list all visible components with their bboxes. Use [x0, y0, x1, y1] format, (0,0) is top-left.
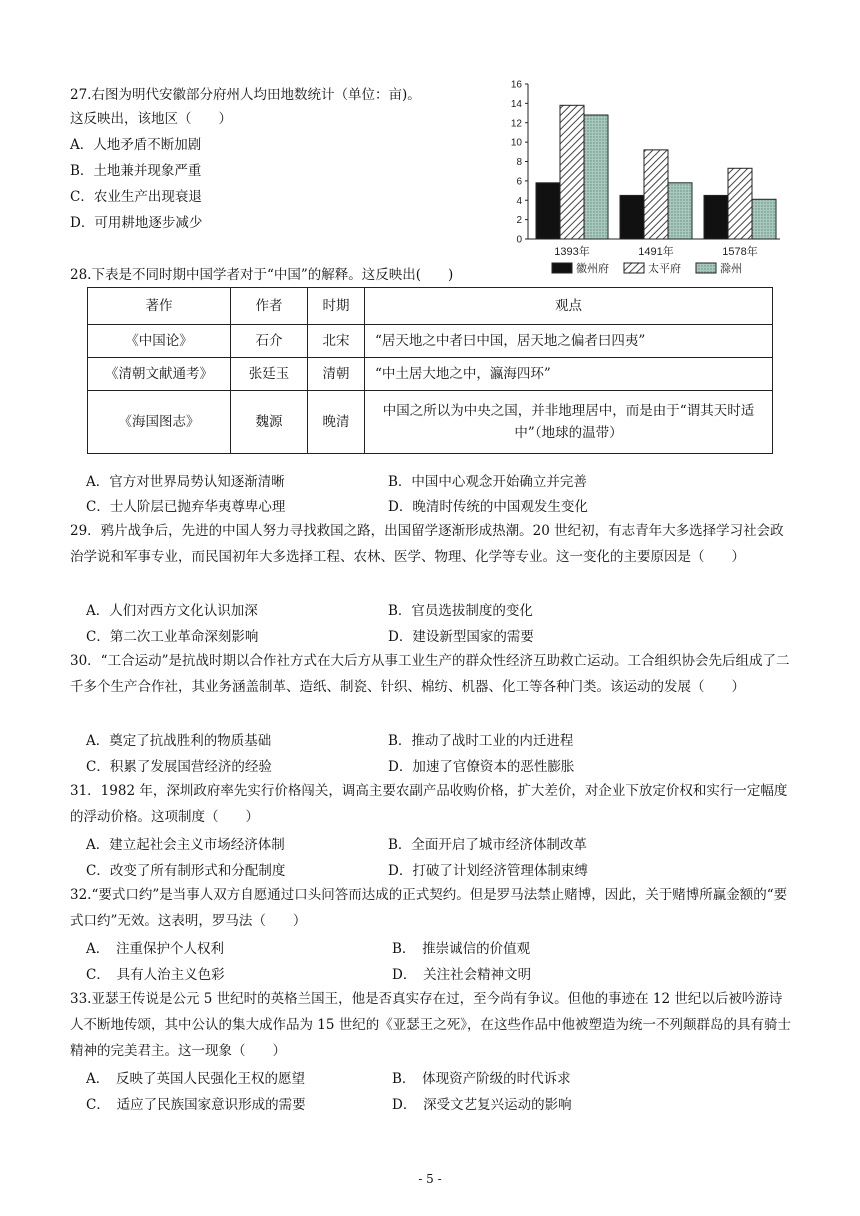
legend-swatch: [552, 263, 572, 273]
q30-option-c[interactable]: C．积累了发展国营经济的经验: [86, 759, 272, 775]
q30-stem: 30．“工合运动”是抗战时期以合作社方式在大后方从事工业生产的群众性经济互助救亡运动。工合组织协会先后组成了二千多个生产合作社，其业务涵盖制革、造纸、制瓷、针织、棉纺、机器、化工等各种门类。该运动的发展（ ）: [70, 653, 790, 695]
q28-option-a[interactable]: A．官方对世界局势认知逐渐清晰: [86, 474, 285, 490]
legend-swatch: [624, 263, 644, 273]
q32-option-a[interactable]: A． 注重保护个人权利: [86, 941, 224, 957]
bar-太平府-1578年: [728, 168, 752, 239]
y-tick-label: 8: [516, 157, 522, 168]
x-tick-label: 1491年: [638, 246, 674, 258]
table-cell-view: “居天地之中者曰中国，居天地之偏者曰四夷”: [365, 325, 773, 358]
bar-滁州-1578年: [752, 199, 776, 239]
q31-stem: 31．1982 年，深圳政府率先实行价格闯关，调高主要农副产品收购价格，扩大差价，对企业下放定价权和实行一定幅度的浮动价格。这项制度（ ）: [70, 783, 788, 825]
table-cell-period: 北宋: [308, 325, 365, 358]
y-tick-label: 4: [516, 195, 522, 207]
legend-label: 太平府: [648, 262, 681, 275]
table-row: [88, 325, 773, 358]
header-period: 时期: [308, 288, 365, 325]
y-tick-label: 12: [510, 118, 522, 130]
x-tick-label: 1578年: [722, 246, 758, 258]
y-tick-label: 14: [510, 98, 522, 110]
table-cell-work: 《中国论》: [88, 325, 231, 358]
q29-stem: 29．鸦片战争后，先进的中国人努力寻找救国之路，出国留学逐渐形成热潮。20 世纪初，有志青年大多选择学习社会政治学说和军事专业，而民国初年大多选择工程、农林、医学、物理、化学等专业。这一变化的主要原因是（ ）: [70, 523, 784, 565]
q27-stem-line1: 27.右图为明代安徽部分府州人均田地数统计（单位：亩)。: [70, 87, 421, 103]
chart-bars: [536, 105, 776, 239]
q31-option-b[interactable]: B．全面开启了城市经济体制改革: [388, 837, 587, 853]
table-cell-author: 张廷玉: [231, 358, 308, 391]
q29-option-b[interactable]: B．官员选拔制度的变化: [388, 603, 533, 619]
legend-label: 徽州府: [576, 262, 609, 275]
y-tick-label: 0: [516, 234, 522, 246]
q28-option-d[interactable]: D．晚清时传统的中国观发生变化: [388, 499, 588, 515]
q32-option-c[interactable]: C． 具有人治主义色彩: [86, 967, 225, 983]
q33-stem: 33.亚瑟王传说是公元 5 世纪时的英格兰国王，他是否真实存在过，至今尚有争议。但他的事迹在 12 世纪以后被吟游诗人不断地传颂，其中公认的集大成作品为 15 世纪的《亚瑟王之死》，在这些作品中他被塑造为统一不列颠群岛的具有骑士精神的完美君主。这一现象（ ）: [70, 991, 792, 1059]
q28-stem: 28.下表是不同时期中国学者对于“中国”的解释。这反映出( ): [70, 267, 454, 283]
chart-legend: [552, 261, 742, 275]
table-cell-period: 清朝: [308, 358, 365, 391]
bar-太平府-1491年: [644, 150, 668, 239]
q29-option-a[interactable]: A．人们对西方文化认识加深: [86, 603, 258, 619]
q28-option-b[interactable]: B．中国中心观念开始确立并完善: [388, 474, 587, 490]
table-row: [88, 391, 773, 454]
bar-徽州府-1578年: [704, 195, 728, 239]
y-tick-label: 2: [516, 215, 522, 227]
y-tick-label: 6: [516, 176, 522, 188]
q29-option-d[interactable]: D．建设新型国家的需要: [388, 629, 534, 645]
q27-option-d[interactable]: D．可用耕地逐步减少: [70, 215, 203, 231]
q27-option-a[interactable]: A．人地矛盾不断加剧: [70, 137, 202, 153]
x-tick-label: 1393年: [554, 246, 590, 258]
q30-option-d[interactable]: D．加速了官僚资本的恶性膨胀: [388, 759, 575, 775]
q30-option-b[interactable]: B．推动了战时工业的内迁进程: [388, 733, 574, 749]
table-cell-period: 晚清: [308, 391, 365, 454]
q31-option-c[interactable]: C．改变了所有制形式和分配制度: [86, 863, 286, 879]
q30-option-a[interactable]: A．奠定了抗战胜利的物质基础: [86, 733, 272, 749]
table-cell-view: “中土居大地之中，瀛海四环”: [365, 358, 773, 391]
page-number: - 5 -: [418, 1172, 442, 1186]
header-author: 作者: [231, 288, 308, 325]
table-cell-author: 石介: [231, 325, 308, 358]
q33-option-c[interactable]: C． 适应了民族国家意识形成的需要: [86, 1097, 306, 1113]
q31-option-a[interactable]: A．建立起社会主义市场经济体制: [86, 837, 285, 853]
q29-option-c[interactable]: C．第二次工业革命深刻影响: [86, 629, 259, 645]
table-cell-work: 《海国图志》: [88, 391, 231, 454]
q32-stem: 32.“要式口约”是当事人双方自愿通过口头问答而达成的正式契约。但是罗马法禁止赌博，因此，关于赌博所赢金额的“要式口约”无效。这表明，罗马法（ ）: [70, 887, 788, 929]
scholar-views-table: [87, 287, 773, 454]
q27-option-b[interactable]: B．土地兼并现象严重: [70, 163, 202, 179]
bar-太平府-1393年: [560, 105, 584, 239]
legend-swatch: [696, 263, 716, 273]
q33-option-a[interactable]: A． 反映了英国人民强化王权的愿望: [86, 1071, 305, 1087]
land-per-capita-bar-chart: [500, 76, 790, 278]
bar-徽州府-1393年: [536, 183, 560, 239]
q31-option-d[interactable]: D．打破了计划经济管理体制束缚: [388, 863, 588, 879]
q33-option-d[interactable]: D． 深受文艺复兴运动的影响: [392, 1097, 572, 1113]
q33-option-b[interactable]: B． 体现资产阶级的时代诉求: [392, 1071, 571, 1087]
bar-滁州-1491年: [668, 183, 692, 239]
q28-option-c[interactable]: C．士人阶层已抛弃华夷尊卑心理: [86, 499, 286, 515]
q27-stem-line2: 这反映出，该地区（ ）: [70, 111, 232, 127]
legend-label: 滁州: [720, 262, 742, 275]
bar-徽州府-1491年: [620, 195, 644, 239]
header-work: 著作: [88, 288, 231, 325]
table-row: [88, 358, 773, 391]
y-tick-label: 10: [510, 137, 522, 149]
y-tick-label: 16: [510, 79, 522, 91]
table-cell-author: 魏源: [231, 391, 308, 454]
q32-option-b[interactable]: B． 推崇诚信的价值观: [392, 941, 531, 957]
table-header-row: [88, 288, 773, 325]
q27-option-c[interactable]: C．农业生产出现衰退: [70, 189, 202, 205]
table-cell-work: 《清朝文献通考》: [88, 358, 231, 391]
header-view: 观点: [365, 288, 773, 325]
bar-滁州-1393年: [584, 115, 608, 239]
q32-option-d[interactable]: D． 关注社会精神文明: [392, 967, 532, 983]
table-cell-view: 中国之所以为中央之国，并非地理居中，而是由于“谓其天时适中”（地球的温带）: [365, 391, 773, 454]
